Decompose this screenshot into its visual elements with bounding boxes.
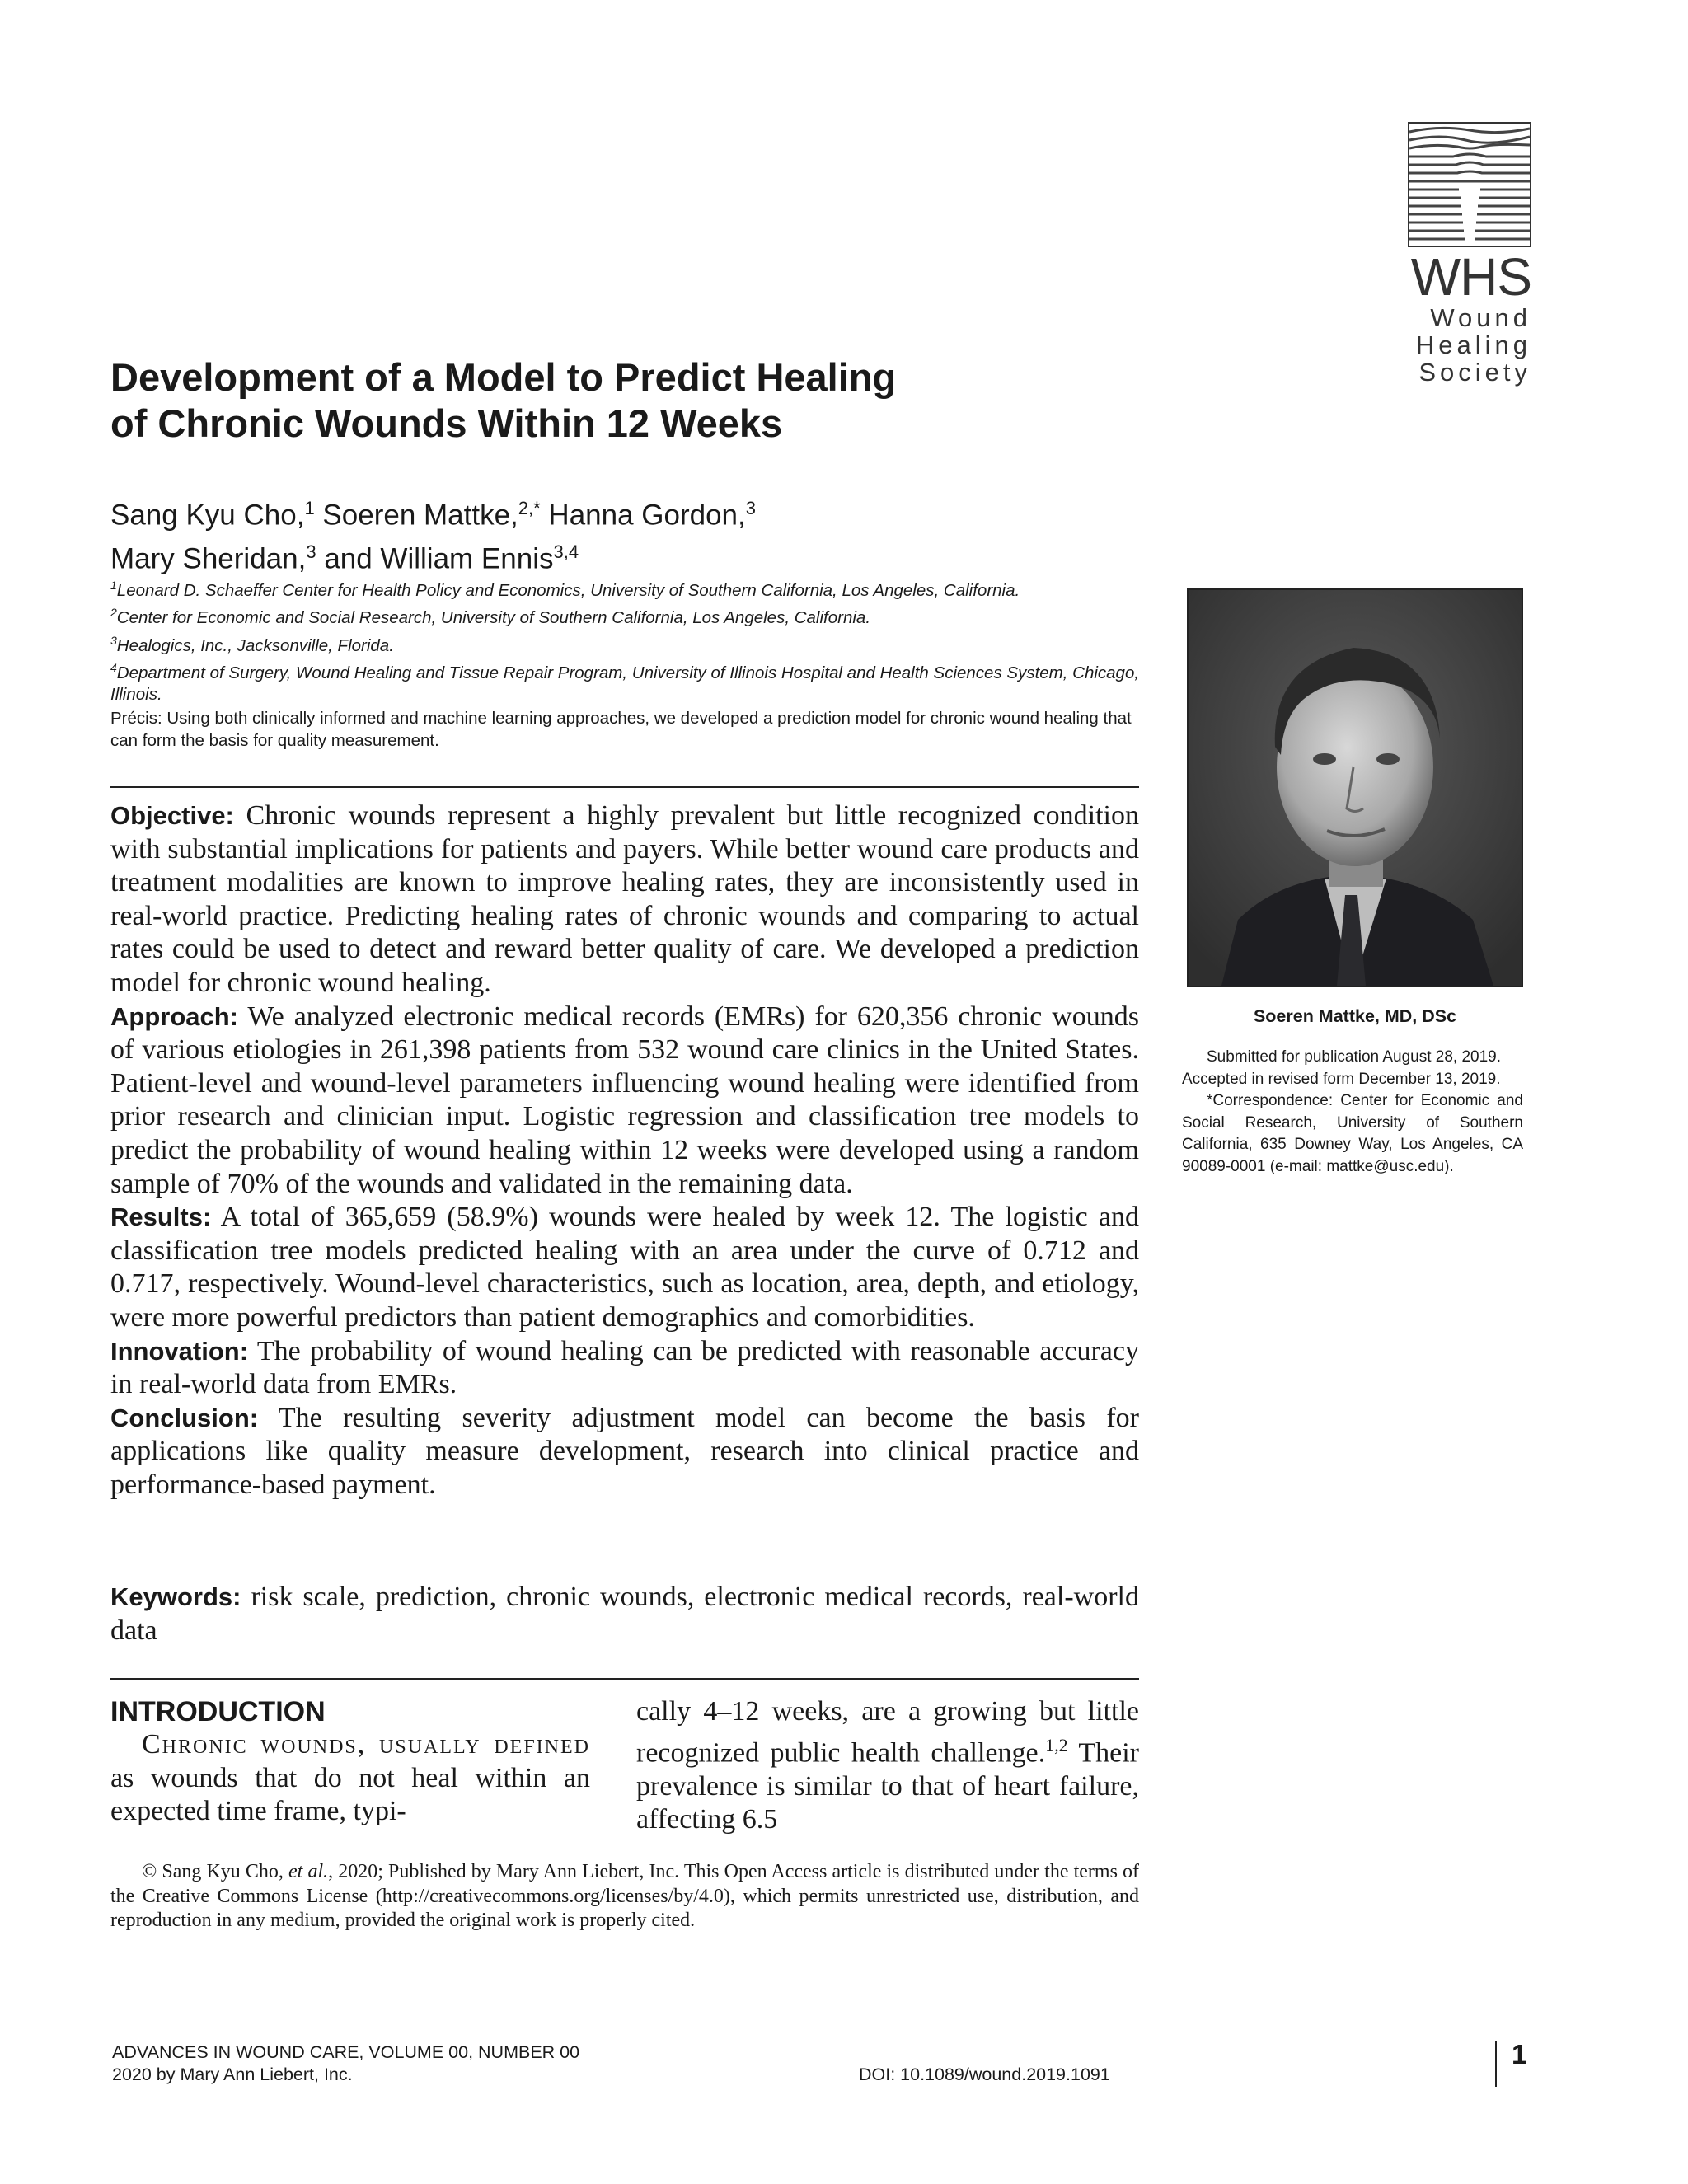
logo-word-wound: Wound <box>1430 303 1531 332</box>
wave-emblem-icon <box>1408 122 1531 247</box>
author-name: and William Ennis <box>324 542 554 575</box>
innovation-text: The probability of wound healing can be predicted with reasonable accuracy in real-world data from EMRs. <box>110 1335 1139 1400</box>
author-affil-ref: 3 <box>745 498 756 518</box>
results-label: Results: <box>110 1202 212 1232</box>
introduction-text-left: as wounds that do not heal within an expected time frame, typi- <box>110 1762 590 1827</box>
introduction-heading: INTRODUCTION <box>110 1696 326 1727</box>
submitted-date: Submitted for publication August 28, 2019. <box>1207 1048 1502 1066</box>
copyright-text-a: © Sang Kyu Cho, <box>142 1861 284 1882</box>
affiliation <box>110 657 1149 706</box>
correspondence: *Correspondence: Center for Economic and Social Research, University of Southern California, 635 Downey Way, Los Angeles, CA 90089-0001 (e-mail: mattke@usc.edu). <box>1182 1092 1523 1175</box>
author-name: Hanna Gordon, <box>548 499 746 532</box>
introduction-left-column <box>110 1695 590 1829</box>
abstract-top-rule <box>110 786 1139 788</box>
logo-wordmark <box>1408 247 1531 387</box>
copyright-etal: et al. <box>288 1861 329 1882</box>
copyright-text-b: , 2020; Published by Mary Ann Liebert, Inc. This Open Access article is distributed under the terms of the Creative Commons License (http://creativecommons.org/licenses/by/4.0), which permits unrestricted use, distribution, and reproduction in any medium, provided the original work is properly cited. <box>110 1861 1140 1931</box>
affiliation <box>110 630 1149 657</box>
affiliation <box>110 602 1149 629</box>
affiliation-number: 3 <box>110 633 117 647</box>
copyright-notice <box>110 1860 1139 1933</box>
affiliation-text: Healogics, Inc., Jacksonville, Florida. <box>116 635 394 655</box>
keywords-text: risk scale, prediction, chronic wounds, electronic medical records, real-world data <box>110 1582 1139 1646</box>
affiliation-number: 2 <box>110 606 117 620</box>
objective-text: Chronic wounds represent a highly prevalent but little recognized condition with substantial implications for patients and payers. While better wound care products and treatment modalities are known to improve healing rates, they are inconsistently used in real-world practice. Predicting healing rates of chronic wounds and comparing to actual rates could be used to detect and reward better quality of care. We developed a prediction model for chronic wound healing. <box>110 800 1140 998</box>
introduction-paragraph <box>110 1728 590 1829</box>
article-title <box>110 354 1100 447</box>
logo-word-society: Society <box>1418 358 1531 387</box>
approach-label: Approach: <box>110 1001 238 1031</box>
introduction-right-column <box>636 1695 1139 1837</box>
author-name: Sang Kyu Cho, <box>110 499 305 532</box>
keywords <box>110 1581 1139 1647</box>
introduction-text-right-b: Their prevalence is similar to that of heart failure, affecting 6.5 <box>636 1736 1139 1835</box>
citation-ref: 1,2 <box>1045 1734 1068 1755</box>
precis: Précis: Using both clinically informed and machine learning approaches, we developed a prediction model for chronic wound healing that can form the basis for quality measurement. <box>110 709 1132 750</box>
affiliation <box>110 574 1149 602</box>
author-affil-ref: 2,* <box>518 498 541 518</box>
journal-name: ADVANCES IN WOUND CARE, VOLUME 00, NUMBER 00 <box>112 2042 580 2062</box>
introduction-paragraph-continued <box>636 1695 1139 1837</box>
author-name: Soeren Mattke, <box>322 499 518 532</box>
author-photo <box>1187 588 1523 987</box>
page-number: 1 <box>1512 2039 1527 2069</box>
publisher-line: 2020 by Mary Ann Liebert, Inc. <box>112 2064 353 2084</box>
results-text: A total of 365,659 (58.9%) wounds were healed by week 12. The logistic and classification tree models predicted healing with an area under the curve of 0.712 and 0.717, respectively. Wound-level characteristics, such as location, area, depth, and etiology, were more powerful predictors than patient demographics and comorbidities. <box>110 1202 1140 1333</box>
author-name: Mary Sheridan, <box>110 542 307 575</box>
journal-footer <box>112 2041 579 2086</box>
introduction-text-right-a: cally 4–12 weeks, are a growing but little recognized public health challenge. <box>636 1696 1139 1768</box>
keywords-bottom-rule <box>110 1678 1139 1680</box>
author-affil-ref: 3,4 <box>553 541 579 562</box>
photo-caption: Soeren Mattke, MD, DSc <box>1253 1006 1457 1026</box>
abstract <box>110 799 1139 1502</box>
affiliations <box>110 574 1149 706</box>
objective-label: Objective: <box>110 801 234 830</box>
society-logo <box>1408 122 1531 385</box>
accepted-date: Accepted in revised form December 13, 2019. <box>1182 1070 1501 1088</box>
approach-text: We analyzed electronic medical records (EMRs) for 620,356 chronic wounds of various etiologies in 261,398 patients from 532 wound care clinics in the United States. Patient-level and wound-level parameters influencing wound healing were identified from prior research and clinician input. Logistic regression and classification tree models to predict the probability of wound healing within 12 weeks were developed using a random sample of 70% of the wounds and validated in the remaining data. <box>110 1001 1139 1199</box>
page-number-divider <box>1495 2041 1497 2087</box>
abstract-results <box>110 1201 1139 1334</box>
article-history-notes <box>1182 1047 1523 1178</box>
conclusion-label: Conclusion: <box>110 1403 259 1432</box>
keywords-label: Keywords: <box>110 1582 241 1611</box>
innovation-label: Innovation: <box>110 1336 249 1366</box>
affiliation-number: 1 <box>110 579 117 592</box>
author-list <box>110 490 1141 577</box>
author-affil-ref: 1 <box>304 498 315 518</box>
abstract-conclusion <box>110 1402 1139 1502</box>
logo-word-healing: Healing <box>1415 330 1531 359</box>
conclusion-text: The resulting severity adjustment model can become the basis for applications like quality measure development, research into clinical practice and performance-based payment. <box>110 1402 1139 1500</box>
doi: DOI: 10.1089/wound.2019.1091 <box>859 2064 1110 2084</box>
affiliation-text: Leonard D. Schaeffer Center for Health Policy and Economics, University of Southern California, Los Angeles, California. <box>116 580 1020 600</box>
title-line-1: Development of a Model to Predict Healing <box>110 355 897 399</box>
abstract-approach <box>110 1001 1139 1202</box>
affiliation-text: Department of Surgery, Wound Healing and Tissue Repair Program, University of Illinois Hospital and Health Sciences System, Chicago, Illinois. <box>110 663 1140 705</box>
affiliation-number: 4 <box>110 660 117 674</box>
abstract-objective <box>110 799 1139 1001</box>
lead-in-smallcaps: Chronic wounds, usually defined <box>142 1729 590 1760</box>
title-line-2: of Chronic Wounds Within 12 Weeks <box>110 401 783 445</box>
abstract-innovation <box>110 1335 1139 1402</box>
portrait-image <box>1189 590 1522 986</box>
affiliation-text: Center for Economic and Social Research, University of Southern California, Los Angeles, California. <box>116 608 871 628</box>
logo-abbreviation: WHS <box>1410 247 1531 307</box>
author-affil-ref: 3 <box>306 541 316 562</box>
